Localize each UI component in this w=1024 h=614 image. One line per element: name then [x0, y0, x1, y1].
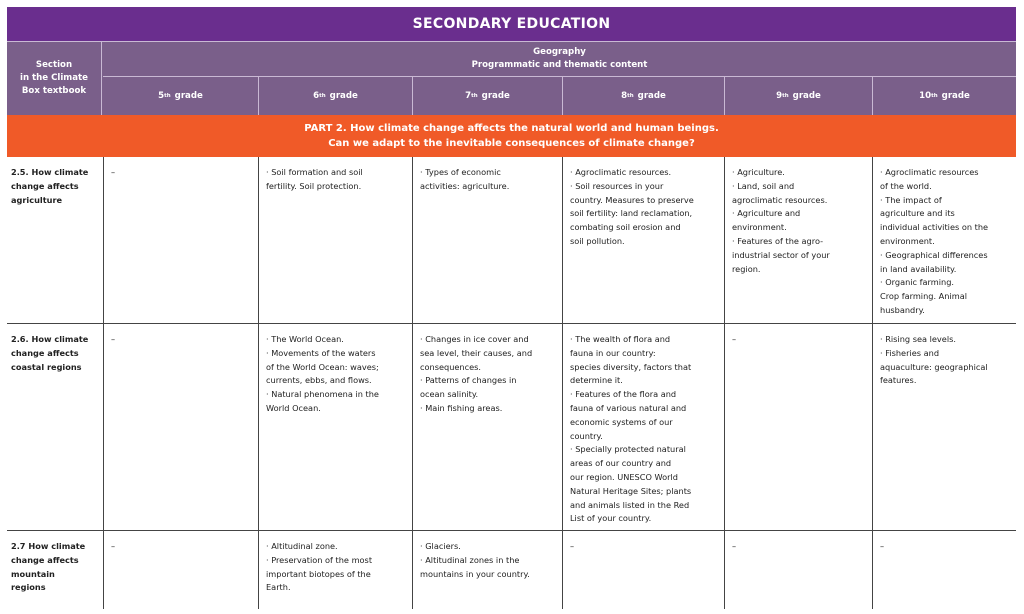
section-title-line: 2.5. How climate: [11, 167, 89, 177]
grade-suffix: th: [164, 93, 171, 99]
content-line: · Organic farming.: [880, 277, 955, 288]
table-row: [7, 157, 1016, 324]
content-line: · Main fishing areas.: [420, 402, 503, 413]
content-line: List of your country.: [570, 513, 652, 524]
content-cell-grade-10: [872, 531, 1016, 609]
section-title-line: mountain: [11, 568, 55, 579]
content-line: features.: [880, 375, 917, 386]
grade-label: grade: [329, 91, 358, 101]
content-line: ocean salinity.: [420, 389, 479, 400]
content-line: –: [880, 541, 885, 551]
section-title-line: 2.7 How climate: [11, 541, 86, 551]
content-line: important biotopes of the: [266, 568, 371, 579]
content-line: Natural Heritage Sites; plants: [570, 485, 692, 496]
content-line: · Rising sea levels.: [880, 334, 956, 344]
content-line: sea level, their causes, and: [420, 347, 533, 358]
grade-suffix: th: [931, 93, 938, 99]
content-line: consequences.: [420, 361, 482, 372]
grade-label: grade: [481, 91, 510, 101]
grade-number: 7: [465, 91, 472, 101]
content-line: Earth.: [266, 582, 291, 593]
content-line: Crop farming. Animal: [880, 291, 968, 302]
grade-header-5: [103, 77, 258, 115]
content-cell-grade-5: [103, 157, 258, 323]
content-line: · Features of the flora and: [570, 389, 677, 400]
section-header-line: in the Climate: [20, 73, 88, 83]
subject-subtitle: Programmatic and thematic content: [471, 60, 648, 70]
content-line: country.: [570, 430, 603, 441]
content-line: soil pollution.: [570, 235, 625, 246]
content-line: our region. UNESCO World: [570, 471, 678, 482]
content-line: activities: agriculture.: [420, 180, 510, 191]
content-cell-grade-7: [412, 157, 562, 323]
content-line: –: [111, 334, 116, 344]
grade-header-row: [103, 77, 1016, 115]
content-line: fauna in our country:: [570, 347, 656, 358]
content-cell-grade-5: [103, 324, 258, 530]
content-line: environment.: [732, 222, 787, 233]
content-cell-grade-7: [412, 531, 562, 609]
grade-suffix: th: [627, 93, 634, 99]
subject-name: Geography: [533, 47, 586, 57]
content-line: · Soil resources in your: [570, 180, 664, 191]
content-line: agroclimatic resources.: [732, 194, 828, 205]
content-line: · Agriculture and: [732, 208, 801, 219]
section-cell: [7, 157, 103, 323]
content-line: · Altitudinal zone.: [266, 541, 338, 551]
content-line: –: [732, 334, 737, 344]
content-cell-grade-8: [562, 157, 724, 323]
content-line: · Features of the agro-: [732, 235, 824, 246]
grade-suffix: th: [319, 93, 326, 99]
content-line: aquaculture: geographical: [880, 361, 988, 372]
content-cell-grade-10: [872, 324, 1016, 530]
table-row: [7, 531, 1016, 609]
content-line: in land availability.: [880, 263, 957, 274]
table-row: [7, 324, 1016, 531]
grade-label: grade: [174, 91, 203, 101]
part-title-line1: PART 2. How climate change affects the natural world and human beings.: [304, 123, 719, 134]
content-line: · The World Ocean.: [266, 334, 344, 344]
content-line: –: [111, 541, 116, 551]
section-title-line: change affects: [11, 554, 79, 565]
subject-header: [103, 42, 1016, 77]
content-line: · Natural phenomena in the: [266, 389, 379, 400]
content-line: · The wealth of flora and: [570, 334, 671, 344]
content-cell-grade-9: [724, 324, 872, 530]
section-title-line: regions: [11, 582, 46, 593]
table-header: [7, 41, 1016, 115]
section-title-line: agriculture: [11, 194, 63, 205]
content-line: · Changes in ice cover and: [420, 334, 529, 344]
content-cell-grade-6: [258, 531, 412, 609]
content-line: · Land, soil and: [732, 180, 795, 191]
grade-header-7: [412, 77, 562, 115]
grade-label: grade: [792, 91, 821, 101]
content-line: · Agroclimatic resources.: [570, 167, 672, 177]
content-line: of the world.: [880, 180, 932, 191]
content-line: · Altitudinal zones in the: [420, 554, 520, 565]
content-line: economic systems of our: [570, 416, 673, 427]
content-line: individual activities on the: [880, 222, 989, 233]
content-line: World Ocean.: [266, 402, 321, 413]
content-line: of the World Ocean: waves;: [266, 361, 379, 372]
table-body: [7, 157, 1016, 609]
part-title-line2: Can we adapt to the inevitable consequences of climate change?: [328, 138, 695, 149]
grade-number: 9: [776, 91, 783, 101]
content-line: mountains in your country.: [420, 568, 530, 579]
grade-number: 8: [621, 91, 628, 101]
curriculum-table: [7, 7, 1016, 609]
section-title-line: change affects: [11, 180, 79, 191]
grade-header-9: [724, 77, 872, 115]
content-line: fertility. Soil protection.: [266, 180, 362, 191]
content-line: combating soil erosion and: [570, 222, 681, 233]
content-cell-grade-7: [412, 324, 562, 530]
content-line: soil fertility: land reclamation,: [570, 208, 693, 219]
content-line: species diversity, factors that: [570, 361, 692, 372]
grade-label: grade: [941, 91, 970, 101]
content-line: · Preservation of the most: [266, 554, 373, 565]
content-cell-grade-8: [562, 531, 724, 609]
content-line: · Glaciers.: [420, 541, 461, 551]
content-line: · Fisheries and: [880, 347, 940, 358]
content-line: husbandry.: [880, 304, 925, 315]
part-banner: [7, 115, 1016, 157]
content-line: –: [570, 541, 575, 551]
content-line: region.: [732, 263, 761, 274]
content-cell-grade-5: [103, 531, 258, 609]
content-line: and animals listed in the Red: [570, 499, 690, 510]
content-line: · The impact of: [880, 194, 942, 205]
section-cell: [7, 531, 103, 609]
content-cell-grade-8: [562, 324, 724, 530]
content-line: · Geographical differences: [880, 249, 988, 260]
content-line: currents, ebbs, and flows.: [266, 375, 372, 386]
section-title-line: change affects: [11, 347, 79, 358]
content-line: · Patterns of changes in: [420, 375, 517, 386]
content-line: country. Measures to preserve: [570, 194, 694, 205]
content-cell-grade-6: [258, 157, 412, 323]
section-title-line: 2.6. How climate: [11, 334, 89, 344]
content-line: environment.: [880, 235, 935, 246]
content-line: –: [732, 541, 737, 551]
section-header-line: Box textbook: [21, 86, 87, 96]
grade-suffix: th: [782, 93, 789, 99]
section-header-line: Section: [35, 60, 73, 70]
grade-header-6: [258, 77, 412, 115]
grade-suffix: th: [471, 93, 478, 99]
content-cell-grade-9: [724, 531, 872, 609]
table-title: SECONDARY EDUCATION: [7, 7, 1016, 41]
grade-number: 10: [919, 91, 932, 101]
content-line: · Specially protected natural: [570, 444, 686, 455]
grade-label: grade: [637, 91, 666, 101]
content-line: areas of our country and: [570, 458, 672, 469]
content-line: · Movements of the waters: [266, 347, 376, 358]
grade-number: 6: [313, 91, 320, 101]
grade-header-10: [872, 77, 1016, 115]
content-line: · Soil formation and soil: [266, 167, 363, 177]
content-line: –: [111, 167, 116, 177]
content-cell-grade-6: [258, 324, 412, 530]
content-cell-grade-9: [724, 157, 872, 323]
section-title-line: coastal regions: [11, 361, 82, 372]
section-column-header: [7, 42, 102, 115]
content-line: industrial sector of your: [732, 249, 830, 260]
content-line: agriculture and its: [880, 208, 955, 219]
content-line: fauna of various natural and: [570, 402, 687, 413]
content-cell-grade-10: [872, 157, 1016, 323]
grade-header-8: [562, 77, 724, 115]
content-line: · Agroclimatic resources: [880, 167, 979, 177]
grade-number: 5: [158, 91, 165, 101]
content-line: · Types of economic: [420, 167, 501, 177]
section-cell: [7, 324, 103, 530]
content-line: · Agriculture.: [732, 167, 785, 177]
content-line: determine it.: [570, 375, 623, 386]
